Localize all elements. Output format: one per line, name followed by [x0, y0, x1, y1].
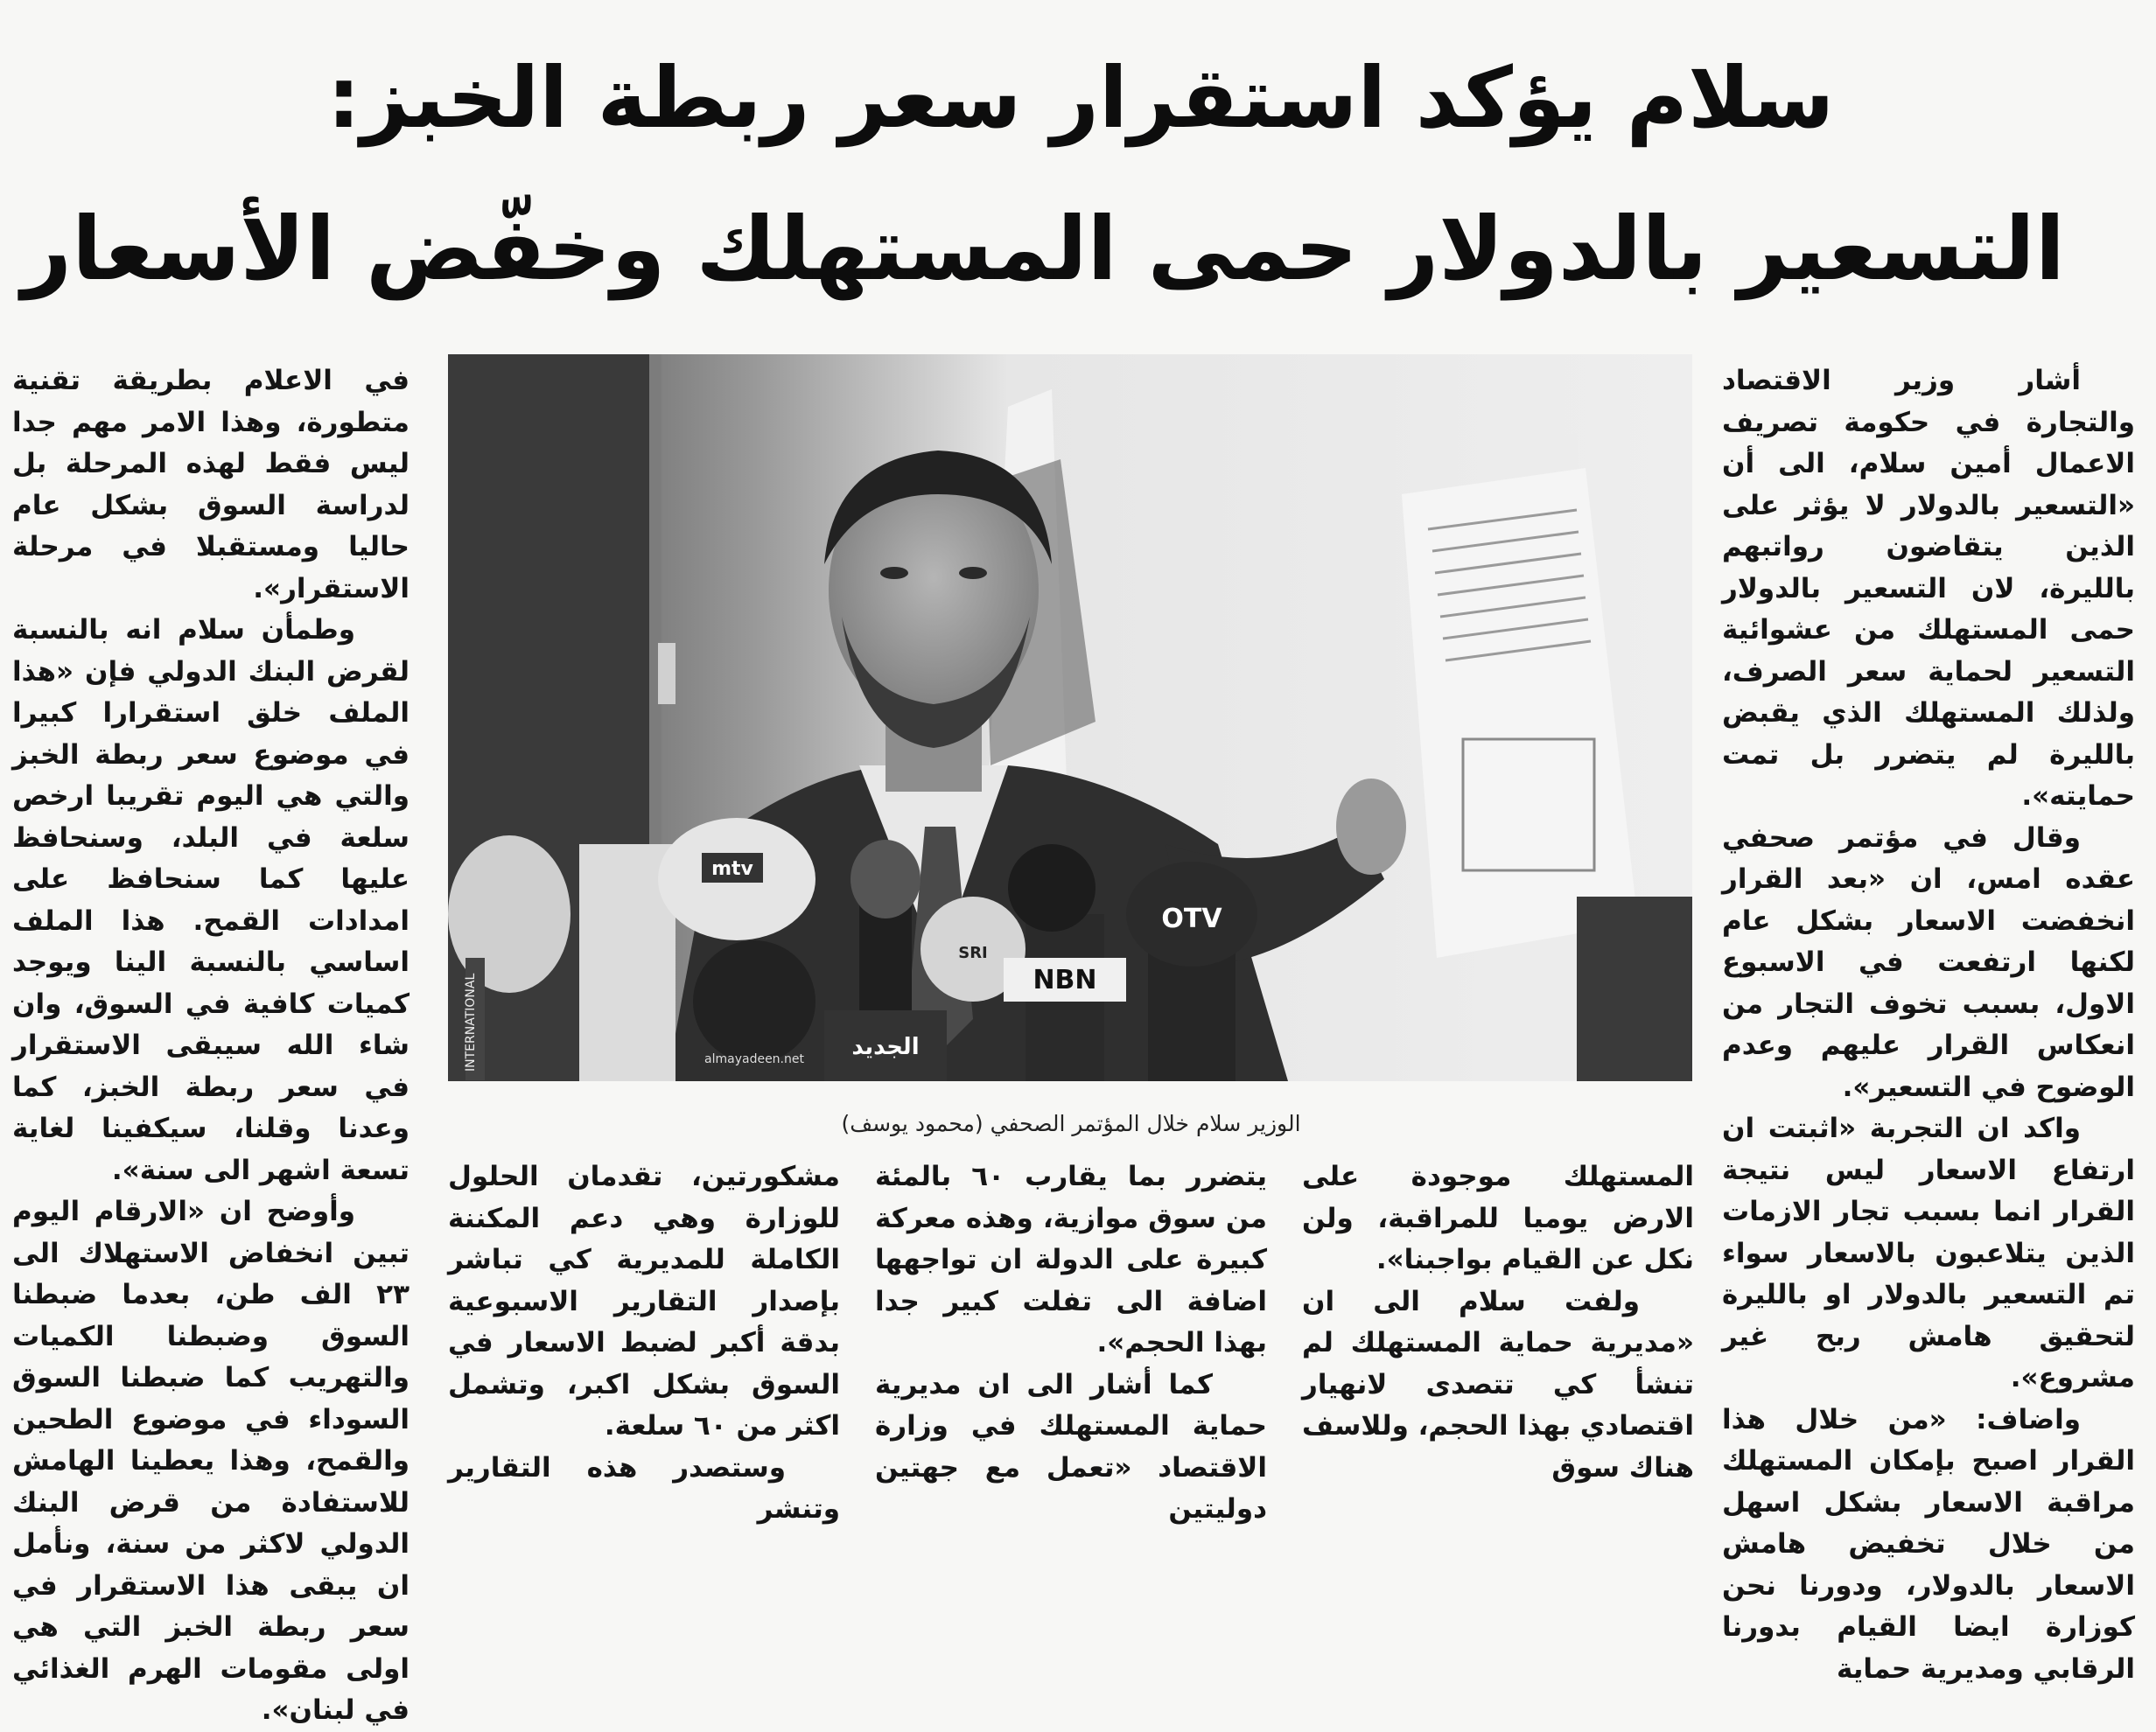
mic-label: almayadeen.net: [704, 1052, 804, 1066]
press-conference-photo: [448, 354, 1692, 1081]
paragraph: المستهلك موجودة على الارض يوميا للمراقبة، ولن نكل عن القيام بواجبنا».: [1302, 1161, 1694, 1275]
article-column-middle-2: [875, 1156, 1267, 1531]
headline-line-2: التسعير بالدولار حمى المستهلك وخفّض الأسعار: [21, 198, 2065, 300]
mic-label: NBN: [1032, 965, 1097, 995]
article-column-right: [1722, 360, 2135, 1685]
mic-label: الجديد: [851, 1034, 920, 1060]
article-column-left: [12, 360, 410, 1726]
paragraph: وقال في مؤتمر صحفي عقده امس، ان «بعد القرار انخفضت الاسعار بشكل عام لكنها ارتفعت في الاسبوع الاول، بسبب تخوف التجار من انعكاس القرار عليهم وعدم الوضوح في التسعير».: [1722, 821, 2135, 1103]
mic-label: OTV: [1161, 904, 1222, 934]
mic-label: INTERNATIONAL: [464, 973, 478, 1072]
photo-caption: الوزير سلام خلال المؤتمر الصحفي (محمود يوسف): [841, 1111, 1301, 1136]
article-column-middle-3: [448, 1156, 840, 1531]
paragraph: أشار وزير الاقتصاد والتجارة في حكومة تصريف الاعمال أمين سلام، الى أن «التسعير بالدولار لا يؤثر على الذين يتقاضون رواتبهم بالليرة، لان التسعير بالدولار حمى المستهلك من عشوائية التسعير لحماية سعر الصرف، ولذلك المستهلك الذي يقبض بالليرة لم يتضرر بل تمت حمايته».: [1722, 365, 2135, 812]
paragraph: واضاف: «من خلال هذا القرار اصبح بإمكان المستهلك مراقبة الاسعار بشكل اسهل من خلال تخفيض هامش الاسعار بالدولار، ودورنا نحن كوزارة ايضا القيام بدورنا الرقابي ومديرية حماية: [1722, 1403, 2135, 1685]
mic-label: SRI: [958, 944, 988, 962]
paragraph: ولفت سلام الى ان «مديرية حماية المستهلك لم تنشأ كي تتصدى لانهيار اقتصادي بهذا الحجم، وللاسف هناك سوق: [1302, 1285, 1694, 1484]
paragraph: يتضرر بما يقارب ٦٠ بالمئة من سوق موازية، وهذه معركة كبيرة على الدولة ان تواجهها اضافة الى تفلت كبير جدا بهذا الحجم».: [875, 1161, 1267, 1358]
article-column-middle-1: [1302, 1156, 1694, 1489]
paragraph: في الاعلام بطريقة تقنية متطورة، وهذا الامر مهم جدا ليس فقط لهذه المرحلة بل لدراسة السوق بشكل عام حاليا ومستقبلا في مرحلة الاستقرار».: [12, 365, 410, 604]
paragraph: واكد ان التجربة «اثبتت ان ارتفاع الاسعار ليس نتيجة القرار انما بسبب تجار الازمات الذين يتلاعبون بالاسعار سواء تم التسعير بالدولار او بالليرة لتحقيق هامش ربح غير مشروع».: [1722, 1113, 2135, 1393]
paragraph: كما أشار الى ان مديرية حماية المستهلك في وزارة الاقتصاد «تعمل مع جهتين دوليتين: [875, 1368, 1267, 1525]
paragraph: وستصدر هذه التقارير وتنشر: [448, 1451, 840, 1525]
paragraph: مشكورتين، تقدمان الحلول للوزارة وهي دعم المكننة الكاملة للمديرية كي تباشر بإصدار التقارير الاسبوعية بدقة أكبر لضبط الاسعار في السوق بشكل اكبر، وتشمل اكثر من ٦٠ سلعة.: [448, 1161, 840, 1442]
mic-label: mtv: [711, 858, 753, 880]
paragraph: وطمأن سلام انه بالنسبة لقرض البنك الدولي فإن «هذا الملف خلق استقرارا كبيرا في موضوع سعر ربطة الخبز والتي هي اليوم تقريبا ارخص سلعة في البلد، وسنحافظ عليها كما سنحافظ على امدادات القمح. هذا الملف اساسي بالنسبة الينا ويوجد كميات كافية في السوق، وان شاء الله سيبقى الاستقرار في سعر ربطة الخبز، كما وعدنا وقلنا، سيكفينا لغاية تسعة اشهر الى سنة».: [12, 614, 410, 1186]
paragraph: وأوضح ان «الارقام اليوم تبين انخفاض الاستهلاك الى ٢٣ الف طن، بعدما ضبطنا السوق وضبطنا الكميات والتهريب كما ضبطنا السوق السوداء في موضوع الطحين والقمح، وهذا يعطينا الهامش للاستفادة من قرض البنك الدولي لاكثر من سنة، ونأمل ان يبقى هذا الاستقرار في سعر ربطة الخبز التي هي اولى مقومات الهرم الغذائي في لبنان».: [12, 1196, 410, 1726]
headline-line-1: سلام يؤكد استقرار سعر ربطة الخبز:: [326, 49, 1835, 147]
